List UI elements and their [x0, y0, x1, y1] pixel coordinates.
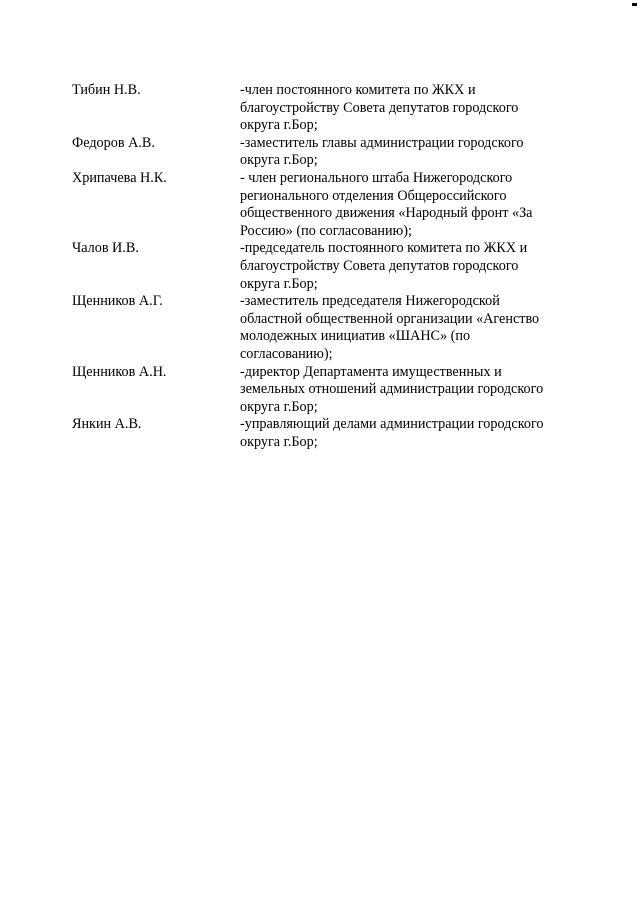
member-name: Хрипачева Н.К. [72, 169, 167, 186]
member-row [72, 293, 572, 363]
member-name: Щенников А.Г. [72, 293, 163, 310]
member-name: Тибин Н.В. [72, 82, 141, 98]
member-row [72, 82, 572, 135]
member-role: -председатель постоянного комитета по ЖКХ и благоустройству Совета депутатов городского округа г.Бор; [240, 240, 528, 292]
member-row [72, 364, 572, 417]
member-role: - член регионального штаба Нижегородского регионального отделения Общероссийского общественного движения «Народный фронт «За Россию» (по согласованию); [240, 169, 533, 239]
member-role: -директор Департамента имущественных и земельных отношений администрации городского округа г.Бор; [240, 363, 544, 415]
member-row [72, 170, 572, 240]
member-name: Щенников А.Н. [72, 363, 167, 380]
member-name: Янкин А.В. [72, 416, 142, 433]
member-row [72, 416, 572, 451]
member-row [72, 240, 572, 293]
member-row [72, 135, 572, 170]
corner-mark [632, 3, 637, 6]
member-list [72, 82, 572, 451]
member-role: -заместитель главы администрации городского округа г.Бор; [240, 134, 524, 169]
member-name: Федоров А.В. [72, 134, 155, 151]
member-role: -член постоянного комитета по ЖКХ и благоустройству Совета депутатов городского округа г.Бор; [240, 82, 519, 134]
member-name: Чалов И.В. [72, 240, 139, 257]
member-role: -управляющий делами администрации городского округа г.Бор; [240, 416, 544, 450]
member-role: -заместитель председателя Нижегородской областной общественной организации «Агенство молодежных инициатив «ШАНС» (по согласованию); [240, 293, 540, 362]
